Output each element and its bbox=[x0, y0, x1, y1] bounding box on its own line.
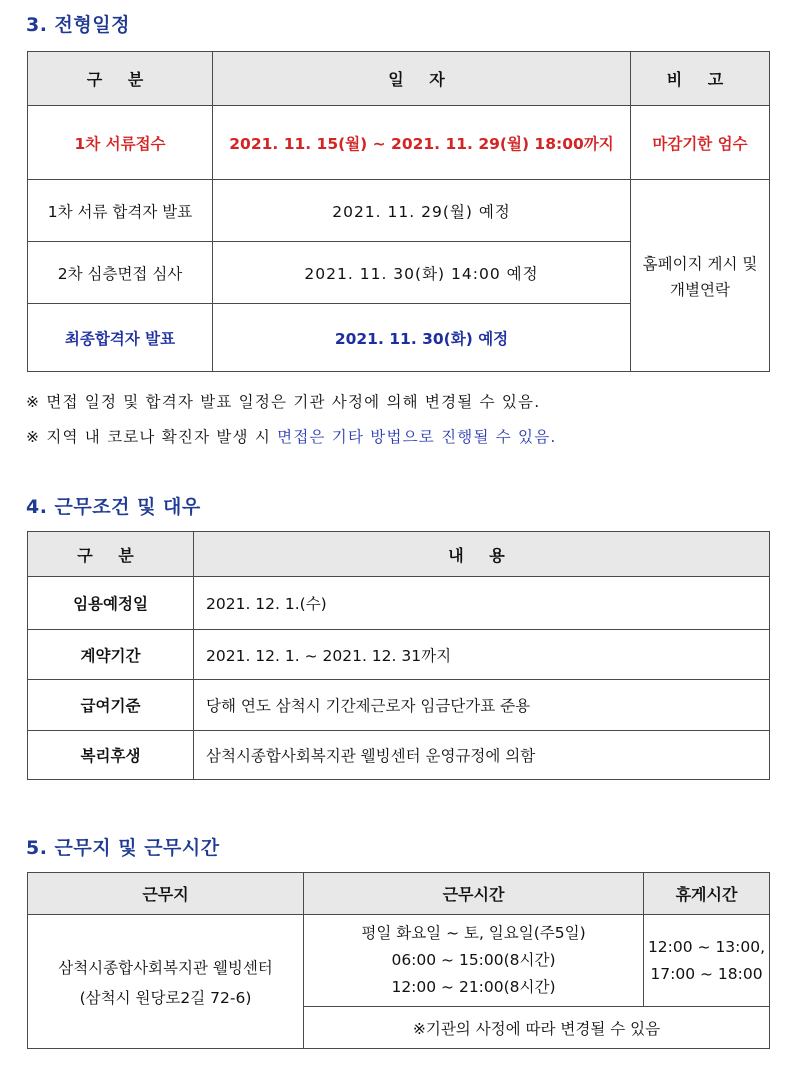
schedule-merged-remark bbox=[631, 180, 770, 372]
schedule-row1-label: 1차 서류접수 bbox=[28, 106, 213, 180]
schedule-header-category: 구 분 bbox=[28, 52, 213, 106]
schedule-row3-date: 2021. 11. 30(화) 14:00 예정 bbox=[213, 242, 631, 304]
merged-remark-line1: 홈페이지 게시 및 bbox=[642, 254, 758, 273]
workplace-header-break: 휴게시간 bbox=[644, 873, 770, 915]
workplace-hours-cell bbox=[304, 915, 644, 1007]
conditions-header-content: 내 용 bbox=[194, 532, 770, 577]
schedule-row3-label: 2차 심층면접 심사 bbox=[28, 242, 213, 304]
conditions-row3-label: 급여기준 bbox=[28, 680, 194, 731]
schedule-row1-remark: 마감기한 엄수 bbox=[631, 106, 770, 180]
conditions-table bbox=[27, 531, 770, 780]
schedule-note2-prefix: ※ 지역 내 코로나 확진자 발생 시 bbox=[26, 428, 278, 446]
workplace-hours-line1: 평일 화요일 ~ 토, 일요일(주5일) bbox=[361, 924, 586, 942]
workplace-table bbox=[27, 872, 770, 1049]
conditions-row3-value: 당해 연도 삼척시 기간제근로자 임금단가표 준용 bbox=[194, 680, 770, 731]
workplace-place-name: 삼척시종합사회복지관 웰빙센터 bbox=[58, 958, 273, 977]
section3-title: 3. 전형일정 bbox=[26, 14, 130, 36]
schedule-row1-date: 2021. 11. 15(월) ~ 2021. 11. 29(월) 18:00까지 bbox=[213, 106, 631, 180]
schedule-note2 bbox=[26, 425, 557, 447]
conditions-row2-value: 2021. 12. 1. ~ 2021. 12. 31까지 bbox=[194, 630, 770, 680]
workplace-header-place: 근무지 bbox=[28, 873, 304, 915]
conditions-row2-label: 계약기간 bbox=[28, 630, 194, 680]
workplace-footnote: ※기관의 사정에 따라 변경될 수 있음 bbox=[304, 1007, 770, 1049]
schedule-header-remark: 비 고 bbox=[631, 52, 770, 106]
workplace-place-address: (삼척시 원당로2길 72-6) bbox=[79, 988, 252, 1007]
conditions-row4-value: 삼척시종합사회복지관 웰빙센터 운영규정에 의함 bbox=[194, 731, 770, 780]
conditions-header-category: 구 분 bbox=[28, 532, 194, 577]
schedule-note1: ※ 면접 일정 및 합격자 발표 일정은 기관 사정에 의해 변경될 수 있음. bbox=[26, 393, 541, 411]
schedule-row2-date: 2021. 11. 29(월) 예정 bbox=[213, 180, 631, 242]
workplace-place-cell bbox=[28, 915, 304, 1049]
conditions-row4-label: 복리후생 bbox=[28, 731, 194, 780]
schedule-header-date: 일 자 bbox=[213, 52, 631, 106]
workplace-break-line1: 12:00 ~ 13:00, bbox=[647, 937, 766, 956]
schedule-row4-label: 최종합격자 발표 bbox=[28, 304, 213, 372]
section5-title: 5. 근무지 및 근무시간 bbox=[26, 837, 220, 859]
schedule-note2-highlight: 면접은 기타 방법으로 진행될 수 있음. bbox=[277, 428, 557, 446]
schedule-row2-label: 1차 서류 합격자 발표 bbox=[28, 180, 213, 242]
workplace-hours-line2: 06:00 ~ 15:00(8시간) bbox=[391, 951, 556, 969]
schedule-row4-date: 2021. 11. 30(화) 예정 bbox=[213, 304, 631, 372]
workplace-break-line2: 17:00 ~ 18:00 bbox=[650, 964, 763, 983]
merged-remark-line2: 개별연락 bbox=[670, 280, 730, 299]
section4-title: 4. 근무조건 및 대우 bbox=[26, 496, 201, 518]
conditions-row1-value: 2021. 12. 1.(수) bbox=[194, 577, 770, 630]
workplace-hours-line3: 12:00 ~ 21:00(8시간) bbox=[391, 978, 556, 996]
workplace-header-hours: 근무시간 bbox=[304, 873, 644, 915]
workplace-break-cell bbox=[644, 915, 770, 1007]
conditions-row1-label: 임용예정일 bbox=[28, 577, 194, 630]
schedule-table bbox=[27, 51, 770, 372]
